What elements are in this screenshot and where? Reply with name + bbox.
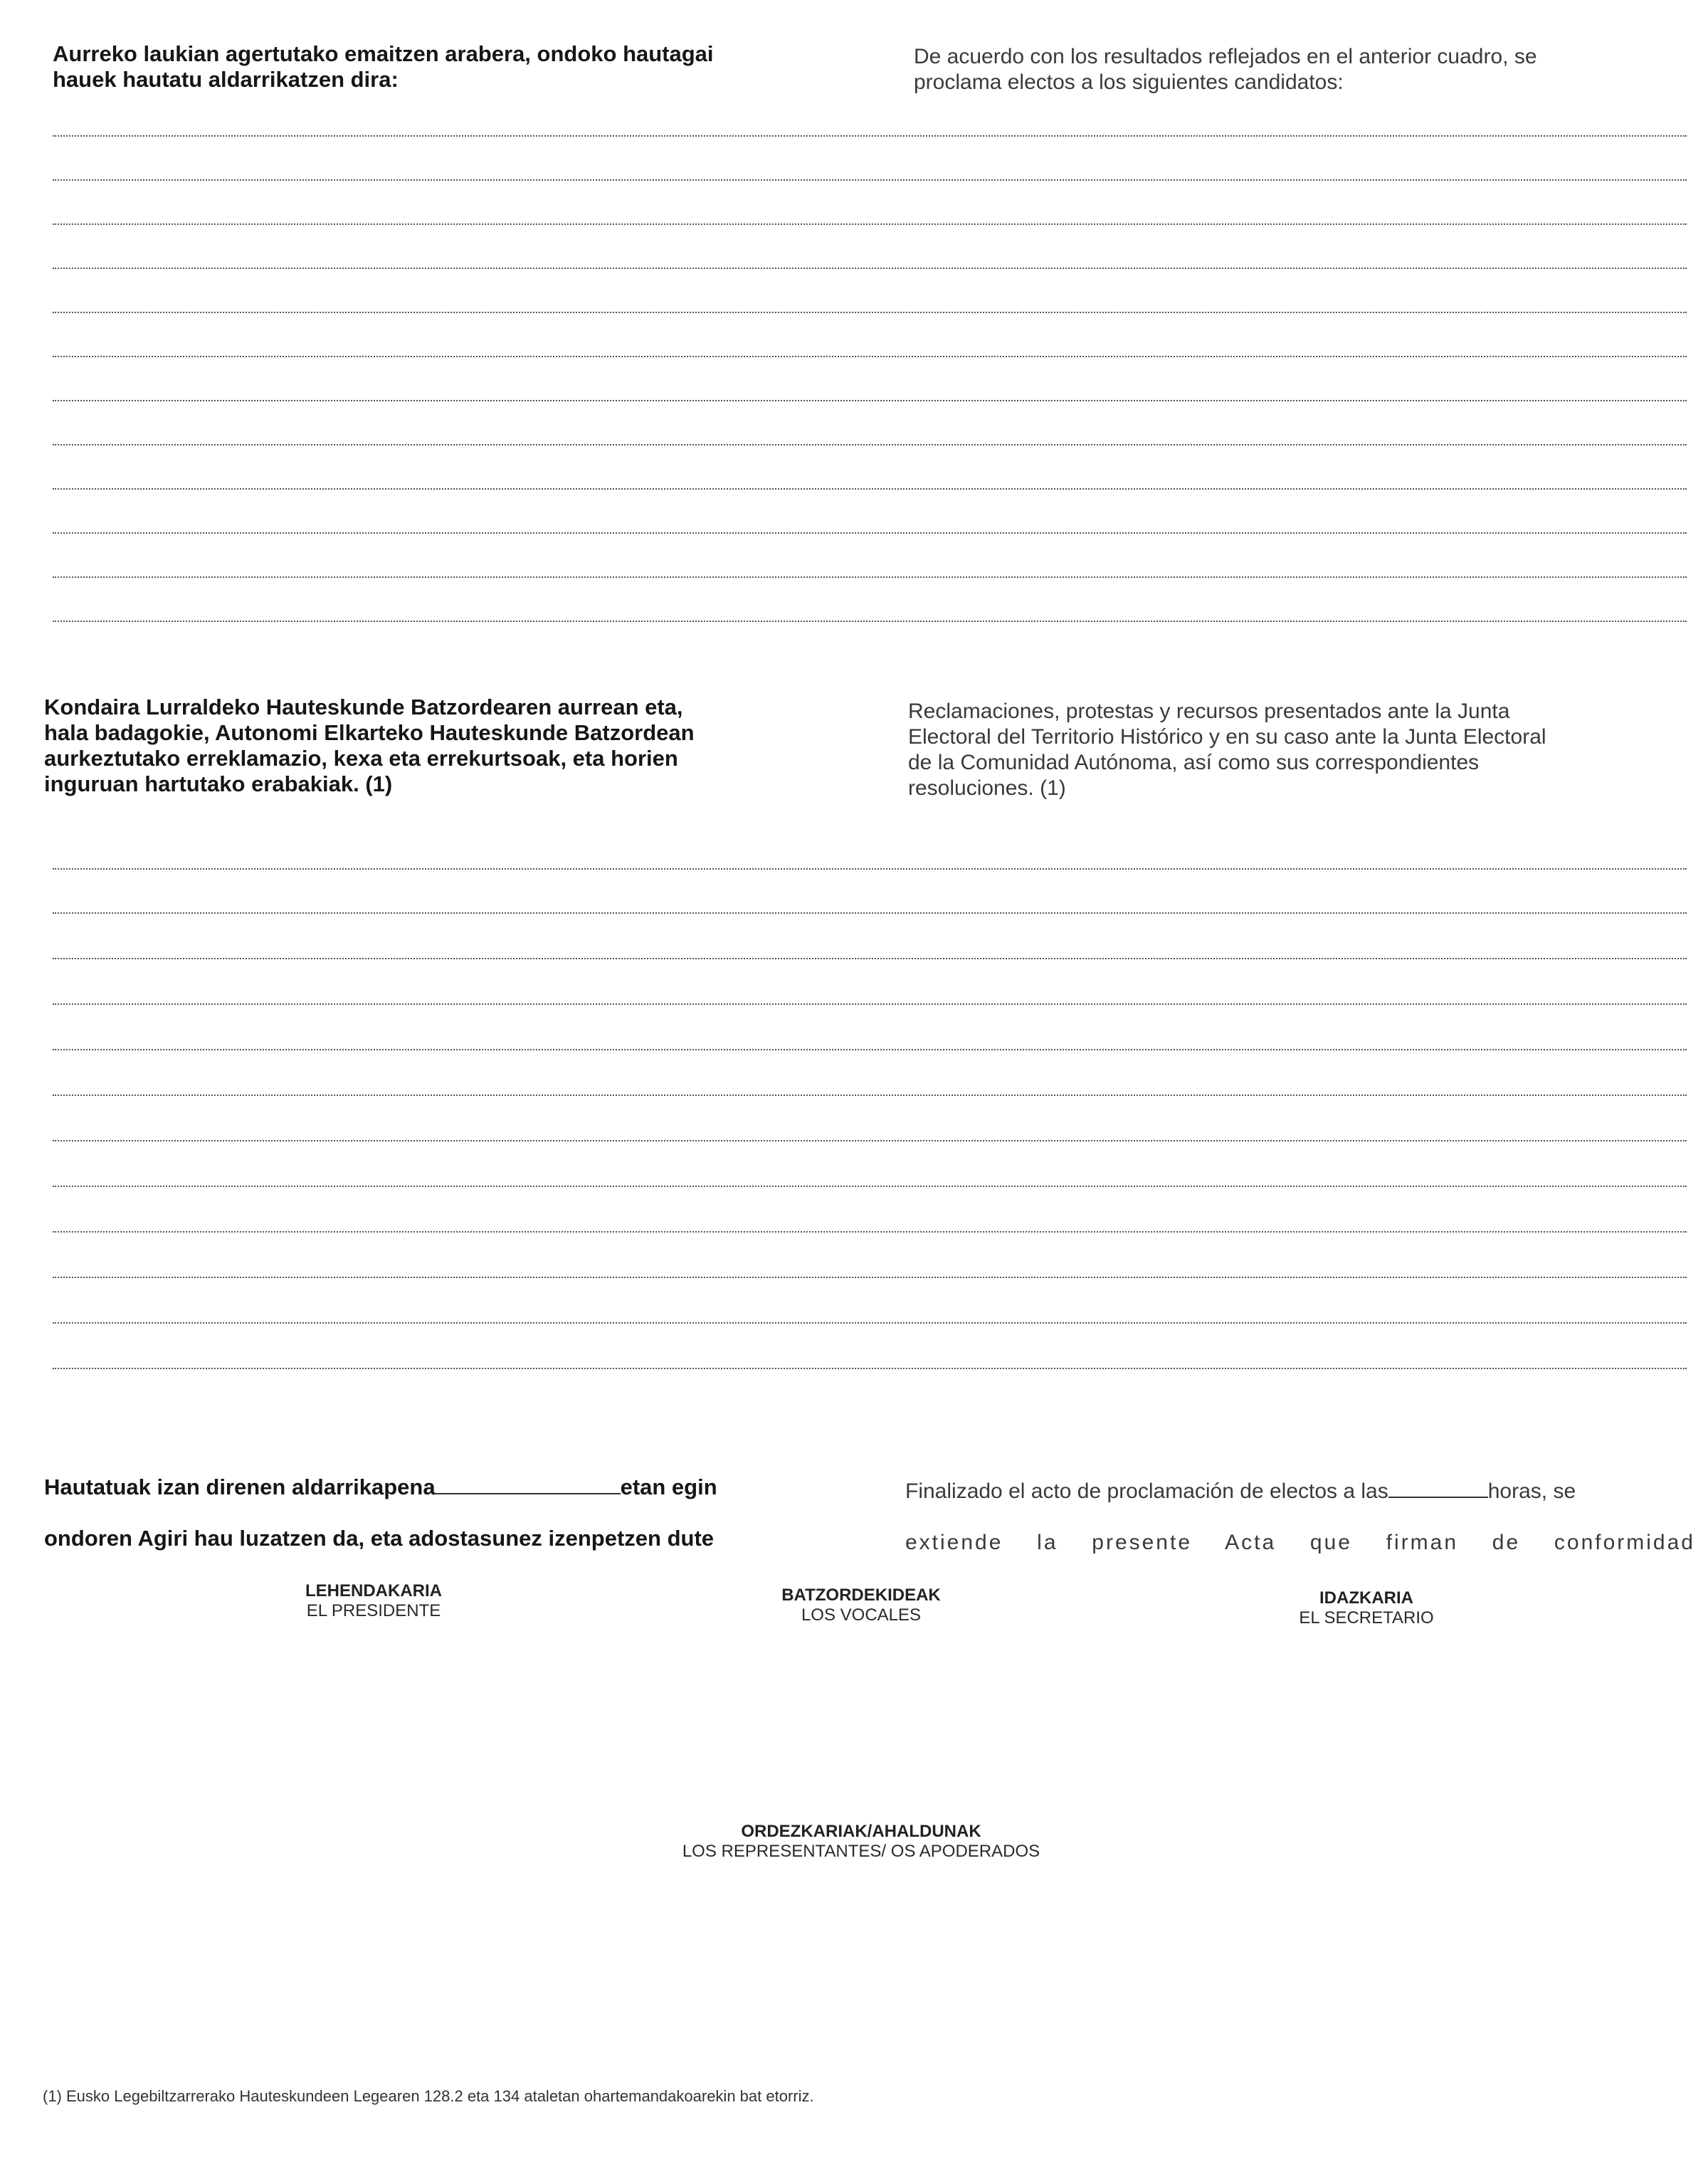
place-blank <box>436 1479 621 1494</box>
representatives-label-spanish: LOS REPRESENTANTES/ OS APODERADOS <box>682 1842 1040 1861</box>
closing-basque-text-1: Hautatuak izan direnen aldarrikapena <box>44 1475 436 1499</box>
signature-secretary <box>1253 1588 1480 1628</box>
claims-intro-spanish: Reclamaciones, protestas y recursos presentados ante la Junta Electoral del Territorio Histórico y en su caso ante la Junta Electoral de la Comunidad Autónoma, así como sus correspondientes resoluciones. (1) <box>908 700 1546 800</box>
dotted-line <box>53 399 1687 401</box>
vocales-label-basque: BATZORDEKIDEAK <box>781 1586 941 1605</box>
hours-blank <box>1388 1482 1488 1498</box>
dotted-line <box>53 1275 1687 1278</box>
dotted-line <box>53 867 1687 870</box>
president-label-spanish: EL PRESIDENTE <box>306 1601 441 1620</box>
representatives-label-basque: ORDEZKARIAK/AHALDUNAK <box>741 1822 981 1841</box>
dotted-line <box>53 487 1687 490</box>
closing-spanish-text-1: Finalizado el acto de proclamación de electos a las <box>905 1479 1388 1503</box>
dotted-line <box>53 1230 1687 1233</box>
dotted-line <box>53 354 1687 357</box>
dotted-line <box>53 222 1687 225</box>
president-label-basque: LEHENDAKARIA <box>305 1581 442 1600</box>
secretary-label-spanish: EL SECRETARIO <box>1299 1608 1434 1628</box>
candidates-intro-basque: Aurreko laukian agertutako emaitzen arabera, ondoko hautagai hauek hautatu aldarrikatzen dira: <box>53 41 714 92</box>
dotted-line <box>53 575 1687 578</box>
dotted-line <box>53 911 1687 914</box>
secretary-label-basque: IDAZKARIA <box>1319 1588 1413 1608</box>
dotted-line <box>53 178 1687 181</box>
closing-basque-text-2: etan egin <box>620 1475 717 1499</box>
closing-basque <box>44 1449 841 1577</box>
dotted-line <box>53 1321 1687 1324</box>
dotted-line <box>53 266 1687 269</box>
dotted-line <box>53 443 1687 445</box>
dotted-line <box>53 1093 1687 1096</box>
signature-representatives <box>612 1822 1110 1862</box>
signature-vocales <box>740 1586 982 1625</box>
dotted-line <box>53 1002 1687 1005</box>
dotted-line <box>53 310 1687 313</box>
dotted-line <box>53 531 1687 534</box>
vocales-label-spanish: LOS VOCALES <box>801 1605 922 1625</box>
claims-intro-basque: Kondaira Lurraldeko Hauteskunde Batzordearen aurrean eta, hala badagokie, Autonomi Elkarteko Hauteskunde Batzordean aurkeztutako erreklamazio, kexa eta errekurtsoak, eta horien inguruan hartutako erabakiak. (1) <box>44 695 695 796</box>
dotted-line <box>53 1048 1687 1050</box>
signature-president <box>256 1581 491 1621</box>
dotted-line <box>53 619 1687 622</box>
footnote: (1) Eusko Legebiltzarrerako Hauteskundeen Legearen 128.2 eta 134 ataletan ohartemandakoarekin bat etorriz. <box>43 2087 814 2105</box>
dotted-line <box>53 1184 1687 1187</box>
closing-spanish-text-3: extiende la presente Acta que firman de conformidad <box>905 1531 1695 1554</box>
closing-spanish <box>905 1453 1695 1581</box>
dotted-line <box>53 1366 1687 1369</box>
dotted-line <box>53 134 1687 137</box>
dotted-line <box>53 1139 1687 1141</box>
closing-spanish-text-2: horas, se <box>1487 1479 1576 1503</box>
closing-basque-text-3: ondoren Agiri hau luzatzen da, eta adostasunez izenpetzen dute <box>44 1526 715 1551</box>
candidates-intro-spanish: De acuerdo con los resultados reflejados en el anterior cuadro, se proclama electos a los siguientes candidatos: <box>914 45 1537 94</box>
dotted-line <box>53 956 1687 959</box>
